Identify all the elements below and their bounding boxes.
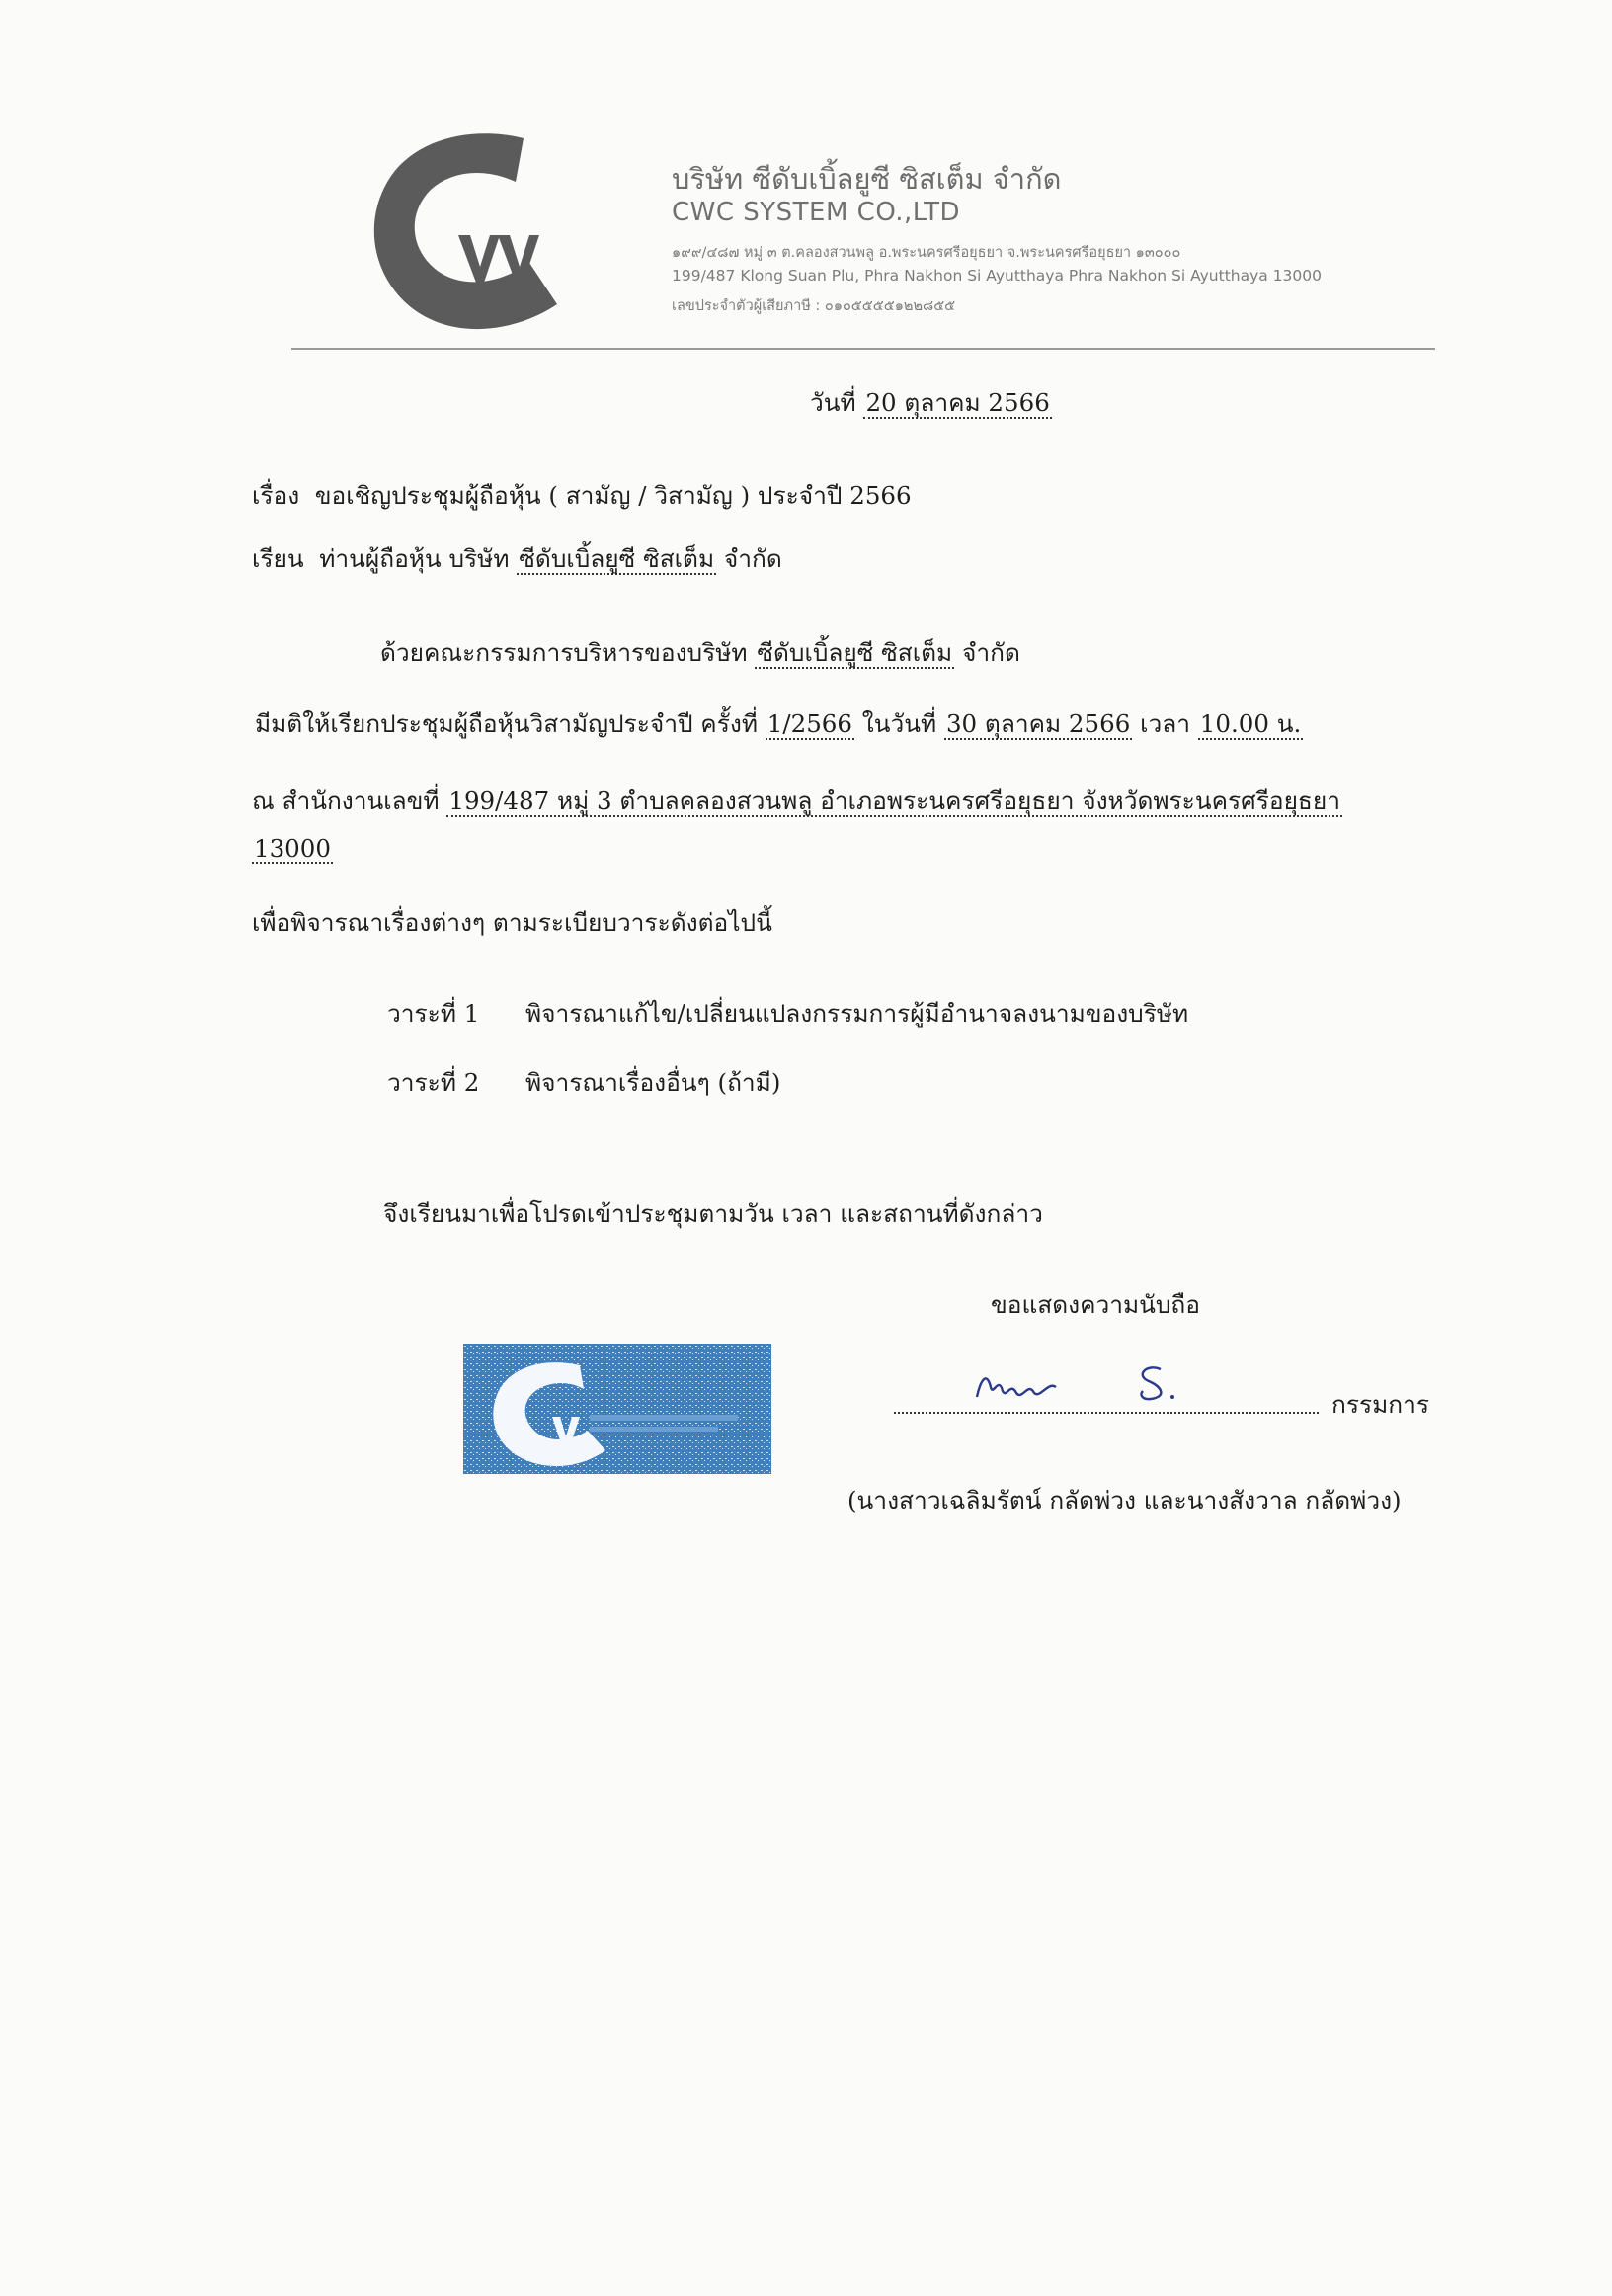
handwritten-signature-icon	[973, 1357, 1235, 1407]
agenda-item-2: วาระที่ 2 พิจารณาเรื่องอื่นๆ (ถ้ามี)	[387, 1068, 781, 1097]
body-paragraph-4: เพื่อพิจารณาเรื่องต่างๆ ตามระเบียบวาระดังต่อไปนี้	[252, 908, 772, 937]
company-tax-id: เลขประจำตัวผู้เสียภาษี : ๐๑๐๕๕๕๕๑๒๒๘๕๕	[672, 298, 956, 314]
agenda-item-1: วาระที่ 1 พิจารณาแก้ไข/เปลี่ยนแปลงกรรมการผู้มีอำนาจลงนามของบริษัท	[387, 999, 1189, 1027]
company-name-english: CWC SYSTEM CO.,LTD	[672, 198, 961, 227]
closing-regards: ขอแสดงความนับถือ	[991, 1290, 1200, 1319]
company-name-thai: บริษัท ซีดับเบิ้ลยูซี ซิสเต็ม จำกัด	[672, 162, 1062, 196]
company-address-thai: ๑๙๙/๔๘๗ หมู่ ๓ ต.คลองสวนพลู อ.พระนครศรีอยุธยา จ.พระนครศรีอยุธยา ๑๓๐๐๐	[672, 245, 1181, 261]
letter-date: วันที่ 20 ตุลาคม 2566	[810, 388, 1050, 417]
signer-names: (นางสาวเฉลิมรัตน์ กลัดพ่วง และนางสังวาล กลัดพ่วง)	[847, 1486, 1402, 1515]
letter-recipient: เรียน ท่านผู้ถือหุ้น บริษัท ซีดับเบิ้ลยูซี ซิสเต็ม จำกัด	[252, 544, 782, 573]
company-stamp-icon	[463, 1344, 771, 1474]
body-paragraph-2: มีมติให้เรียกประชุมผู้ถือหุ้นวิสามัญประจำปี ครั้งที่ 1/2566 ในวันที่ 30 ตุลาคม 2566 เวลา 10.00 น.	[255, 709, 1302, 738]
body-postcode: 13000	[254, 834, 331, 862]
letter-subject: เรื่อง ขอเชิญประชุมผู้ถือหุ้น ( สามัญ / วิสามัญ ) ประจำปี 2566	[252, 481, 912, 510]
company-address-english: 199/487 Klong Suan Plu, Phra Nakhon Si Ayutthaya Phra Nakhon Si Ayutthaya 13000	[672, 267, 1322, 285]
closing-paragraph: จึงเรียนมาเพื่อโปรดเข้าประชุมตามวัน เวลา และสถานที่ดังกล่าว	[383, 1199, 1043, 1228]
body-paragraph-3: ณ สำนักงานเลขที่ 199/487 หมู่ 3 ตำบลคลองสวนพลู อำเภอพระนครศรีอยุธยา จังหวัดพระนครศรีอยุธยา	[252, 786, 1340, 815]
letterhead-divider	[291, 348, 1435, 350]
cwc-logo-icon	[367, 128, 565, 336]
body-paragraph-1: ด้วยคณะกรรมการบริหารของบริษัท ซีดับเบิ้ลยูซี ซิสเต็ม จำกัด	[380, 638, 1020, 667]
signature-role: กรรมการ	[1331, 1390, 1430, 1419]
